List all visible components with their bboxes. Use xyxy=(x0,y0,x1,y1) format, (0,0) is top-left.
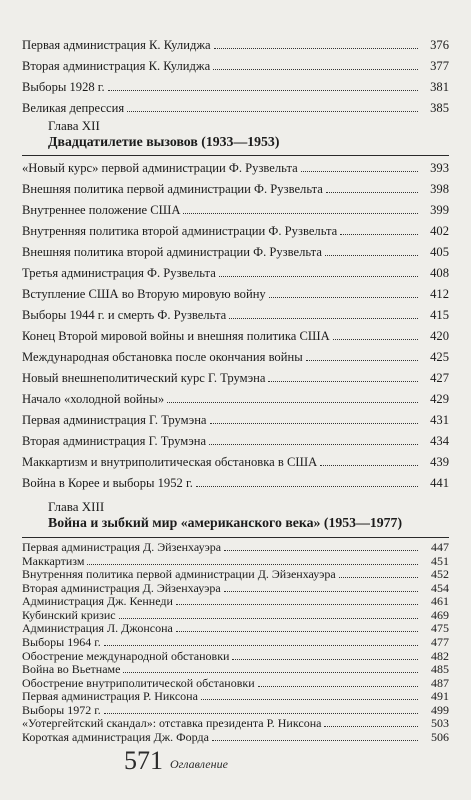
chapter-label: Глава XIII xyxy=(48,499,105,514)
toc-entry-title: Война в Корее и выборы 1952 г. xyxy=(22,476,193,490)
toc-entry[interactable] xyxy=(22,326,449,347)
toc-entry-title: Вторая администрация Г. Трумэна xyxy=(22,434,207,448)
toc-entry-title: Выборы 1972 г. xyxy=(22,702,101,717)
dot-leader xyxy=(340,233,418,235)
dot-leader xyxy=(269,296,418,298)
toc-entry-page: 475 xyxy=(431,621,449,636)
toc-entry-title: Конец Второй мировой войны и внешняя политика США xyxy=(22,329,330,343)
toc-entry-title: Внутренняя политика первой администрации Д. Эйзенхауэра xyxy=(22,567,336,582)
toc-entry-page: 454 xyxy=(431,580,449,595)
dot-leader xyxy=(224,590,418,592)
dot-leader xyxy=(212,739,418,741)
toc-entry[interactable] xyxy=(22,305,449,326)
toc-entry-title: Новый внешнеполитический курс Г. Трумэна xyxy=(22,371,266,385)
toc-entry[interactable] xyxy=(22,540,449,554)
toc-entry-page: 427 xyxy=(430,371,449,385)
toc-entry-page: 434 xyxy=(430,434,449,448)
toc-entry-page: 376 xyxy=(430,38,449,52)
dot-leader xyxy=(333,338,418,340)
toc-entry[interactable] xyxy=(22,35,449,56)
toc-entry-title: Кубинский кризис xyxy=(22,607,116,622)
toc-entry-title: Выборы 1928 г. xyxy=(22,80,105,94)
dot-leader xyxy=(214,47,418,49)
toc-entry-title: Администрация Л. Джонсона xyxy=(22,621,173,636)
toc-entry[interactable] xyxy=(22,689,449,703)
toc-entry-title: Обострение внутриполитической обстановки xyxy=(22,675,255,690)
toc-entry-page: 377 xyxy=(430,59,449,73)
dot-leader xyxy=(183,212,418,214)
dot-leader xyxy=(339,576,418,578)
toc-entry[interactable] xyxy=(22,242,449,263)
toc-entry[interactable] xyxy=(22,730,449,744)
dot-leader xyxy=(108,89,418,91)
dot-leader xyxy=(176,603,418,605)
chapter-title: Двадцатилетие вызовов (1933—1953) xyxy=(48,134,280,149)
chapter-title: Война и зыбкий мир «американского века» (1953—1977) xyxy=(48,515,403,530)
footer-label: Оглавление xyxy=(170,757,228,771)
toc-entry-title: Внешняя политика первой администрации Ф. Рузвельта xyxy=(22,182,323,196)
dot-leader xyxy=(320,464,418,466)
toc-entry-title: Первая администрация К. Кулиджа xyxy=(22,38,211,52)
toc-entry-title: Вторая администрация Д. Эйзенхауэра xyxy=(22,580,221,595)
toc-entry[interactable] xyxy=(22,703,449,717)
toc-entry-title: Война во Вьетнаме xyxy=(22,662,121,677)
toc-entry-page: 485 xyxy=(431,662,449,677)
dot-leader xyxy=(123,671,418,673)
toc-entry-page: 469 xyxy=(431,607,449,622)
dot-leader xyxy=(326,191,418,193)
toc-entry-page: 506 xyxy=(431,730,449,744)
dot-leader xyxy=(127,110,418,112)
chapter-divider xyxy=(22,155,449,156)
dot-leader xyxy=(224,549,418,551)
toc-entry[interactable] xyxy=(22,263,449,284)
chapter-label: Глава XII xyxy=(48,118,100,133)
dot-leader xyxy=(301,170,418,172)
toc-entry[interactable] xyxy=(22,98,449,119)
toc-entry-title: «Новый курс» первой администрации Ф. Рузвельта xyxy=(22,161,298,175)
toc-entry[interactable] xyxy=(22,284,449,305)
toc-entry-title: Вторая администрация К. Кулиджа xyxy=(22,59,211,73)
toc-entry-page: 477 xyxy=(431,635,449,649)
toc-entry[interactable] xyxy=(22,431,449,452)
toc-entry-page: 420 xyxy=(430,329,449,343)
toc-entry-page: 482 xyxy=(431,648,449,663)
dot-leader xyxy=(258,685,418,687)
dot-leader xyxy=(119,617,418,619)
toc-entry-page: 487 xyxy=(431,675,449,690)
toc-entry-page: 499 xyxy=(431,702,449,717)
toc-entry[interactable] xyxy=(22,179,449,200)
dot-leader xyxy=(104,712,418,714)
toc-entry[interactable] xyxy=(22,347,449,368)
dot-leader xyxy=(87,563,418,565)
dot-leader xyxy=(325,254,418,256)
toc-entry-page: 452 xyxy=(431,567,449,582)
toc-entry-page: 461 xyxy=(431,594,449,609)
toc-entry[interactable] xyxy=(22,581,449,595)
toc-entry-title: Администрация Дж. Кеннеди xyxy=(22,594,173,609)
toc-entry[interactable] xyxy=(22,554,449,568)
dot-leader xyxy=(167,401,418,403)
toc-entry-page: 405 xyxy=(430,245,449,259)
toc-entry-title: «Уотергейтский скандал»: отставка президента Р. Никсона xyxy=(22,716,322,731)
dot-leader xyxy=(176,630,418,632)
dot-leader xyxy=(229,317,418,319)
toc-entry-title: Короткая администрация Дж. Форда xyxy=(22,730,209,744)
toc-entry[interactable] xyxy=(22,389,449,410)
toc-entry-title: Выборы 1964 г. xyxy=(22,635,101,649)
toc-entry-page: 425 xyxy=(430,350,449,364)
toc-entry[interactable] xyxy=(22,158,449,179)
toc-entry[interactable] xyxy=(22,567,449,581)
toc-entry[interactable] xyxy=(22,594,449,608)
toc-entry-page: 408 xyxy=(430,266,449,280)
toc-entry[interactable] xyxy=(22,608,449,622)
toc-entry-page: 429 xyxy=(430,392,449,406)
toc-entry-page: 441 xyxy=(430,476,449,490)
toc-entry-page: 412 xyxy=(430,287,449,301)
toc-entry-page: 451 xyxy=(431,553,449,568)
toc-entry-title: Внутренняя политика второй администрации Ф. Рузвельта xyxy=(22,224,338,238)
toc-entry[interactable] xyxy=(22,621,449,635)
toc-entry-title: Начало «холодной войны» xyxy=(22,392,165,406)
toc-entry[interactable] xyxy=(22,221,449,242)
page-number: 571 xyxy=(124,746,163,775)
toc-entry-page: 398 xyxy=(430,182,449,196)
dot-leader xyxy=(232,658,418,660)
toc-entry-title: Международная обстановка после окончания войны xyxy=(22,350,303,364)
toc-entry-page: 385 xyxy=(430,101,449,115)
dot-leader xyxy=(209,443,418,445)
toc-entry[interactable] xyxy=(22,635,449,649)
toc-entry-title: Внешняя политика второй администрации Ф. Рузвельта xyxy=(22,245,322,259)
toc-entry-title: Маккартизм xyxy=(22,553,85,568)
dot-leader xyxy=(306,359,418,361)
dot-leader xyxy=(201,698,418,700)
toc-entry-page: 399 xyxy=(430,203,449,217)
dot-leader xyxy=(213,68,418,70)
toc-entry-page: 491 xyxy=(431,689,449,704)
dot-leader xyxy=(196,485,418,487)
toc-entry[interactable] xyxy=(22,649,449,663)
toc-entry-title: Выборы 1944 г. и смерть Ф. Рузвельта xyxy=(22,308,227,322)
toc-entry-title: Вступление США во Вторую мировую войну xyxy=(22,287,266,301)
toc-entry[interactable] xyxy=(22,662,449,676)
dot-leader xyxy=(104,644,418,646)
chapter-divider xyxy=(22,537,449,538)
dot-leader xyxy=(268,380,418,382)
toc-entry[interactable] xyxy=(22,77,449,98)
toc-entry-title: Третья администрация Ф. Рузвельта xyxy=(22,266,216,280)
toc-entry-page: 393 xyxy=(430,161,449,175)
toc-entry[interactable] xyxy=(22,56,449,77)
toc-entry-page: 503 xyxy=(431,716,449,731)
toc-entry[interactable] xyxy=(22,473,449,494)
toc-entry[interactable] xyxy=(22,200,449,221)
toc-entry[interactable] xyxy=(22,368,449,389)
dot-leader xyxy=(324,725,418,727)
toc-entry[interactable] xyxy=(22,676,449,690)
toc-entry-page: 415 xyxy=(430,308,449,322)
toc-entry-title: Великая депрессия xyxy=(22,101,125,115)
toc-entry-title: Первая администрация Г. Трумэна xyxy=(22,413,207,427)
toc-entry[interactable] xyxy=(22,452,449,473)
toc-entry-page: 431 xyxy=(430,413,449,427)
toc-entry-title: Первая администрация Д. Эйзенхауэра xyxy=(22,540,222,554)
dot-leader xyxy=(210,422,418,424)
toc-entry-page: 439 xyxy=(430,455,449,469)
toc-entry-title: Первая администрация Р. Никсона xyxy=(22,689,198,704)
dot-leader xyxy=(219,275,418,277)
toc-entry-title: Обострение международной обстановки xyxy=(22,648,230,663)
toc-entry[interactable] xyxy=(22,410,449,431)
toc-entry[interactable] xyxy=(22,716,449,730)
toc-entry-title: Внутреннее положение США xyxy=(22,203,181,217)
toc-entry-page: 381 xyxy=(430,80,449,94)
toc-entry-title: Маккартизм и внутриполитическая обстановка в США xyxy=(22,455,318,469)
toc-entry-page: 402 xyxy=(430,224,449,238)
toc-entry-page: 447 xyxy=(431,540,449,554)
